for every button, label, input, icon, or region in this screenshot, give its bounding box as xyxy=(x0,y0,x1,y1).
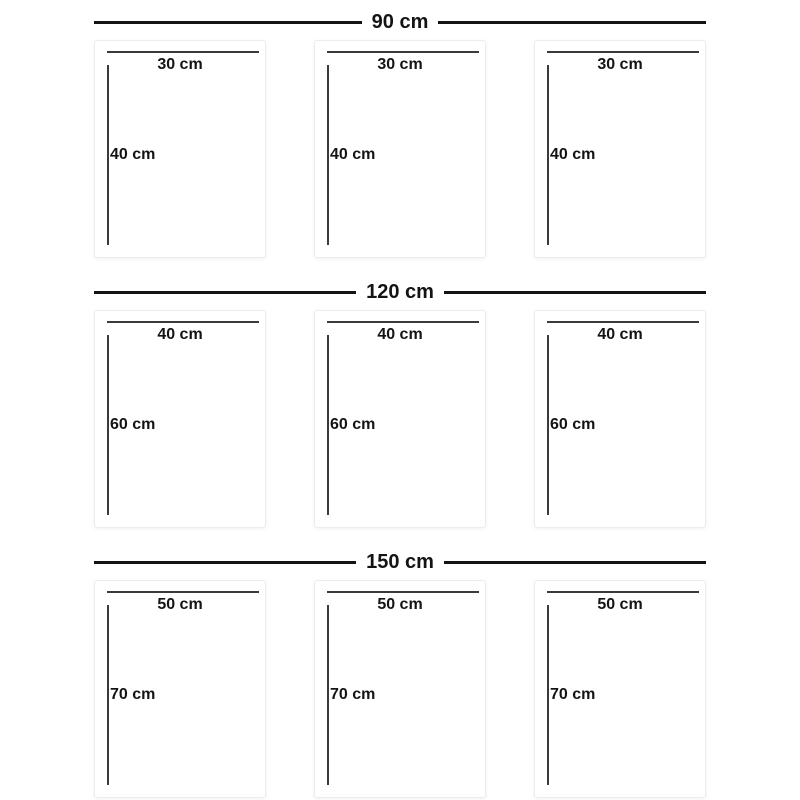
frame-width-line xyxy=(107,591,259,593)
header-line-left xyxy=(94,21,362,24)
frame-card xyxy=(314,580,486,798)
frame-width-label: 50 cm xyxy=(377,596,423,613)
frame-height-line xyxy=(107,605,109,785)
frame-width-line xyxy=(327,51,479,53)
frame-card xyxy=(94,310,266,528)
group-width-label: 150 cm xyxy=(366,550,434,573)
frame-height-label: 60 cm xyxy=(550,416,596,433)
frame-height-line xyxy=(547,65,549,245)
size-group-120cm xyxy=(94,280,706,528)
frame-width-label: 50 cm xyxy=(597,596,643,613)
frame-width-line xyxy=(107,321,259,323)
frame-height-line xyxy=(327,65,329,245)
group-width-header xyxy=(94,10,706,34)
header-line-right xyxy=(444,291,706,294)
frame-width-line xyxy=(327,321,479,323)
frame-card xyxy=(314,310,486,528)
frame-height-label: 70 cm xyxy=(550,686,596,703)
frame-height-label: 40 cm xyxy=(110,146,156,163)
frame-row xyxy=(94,580,706,798)
frame-width-label: 40 cm xyxy=(377,326,423,343)
frame-width-label: 30 cm xyxy=(597,56,643,73)
header-line-right xyxy=(444,561,706,564)
header-line-right xyxy=(438,21,706,24)
frame-width-line xyxy=(547,321,699,323)
frame-height-label: 40 cm xyxy=(330,146,376,163)
frame-row xyxy=(94,40,706,258)
frame-width-label: 50 cm xyxy=(157,596,203,613)
frame-height-line xyxy=(547,605,549,785)
frame-card xyxy=(534,310,706,528)
frame-width-label: 40 cm xyxy=(157,326,203,343)
header-line-left xyxy=(94,561,356,564)
frame-card xyxy=(534,580,706,798)
frame-width-line xyxy=(327,591,479,593)
frame-card xyxy=(94,580,266,798)
frame-height-line xyxy=(547,335,549,515)
frame-height-line xyxy=(107,335,109,515)
header-line-left xyxy=(94,291,356,294)
group-width-label: 90 cm xyxy=(371,10,429,33)
frame-width-label: 30 cm xyxy=(377,56,423,73)
group-width-header xyxy=(94,280,706,304)
frame-height-label: 40 cm xyxy=(550,146,596,163)
frame-card xyxy=(534,40,706,258)
frame-width-line xyxy=(107,51,259,53)
size-group-150cm xyxy=(94,550,706,798)
frame-height-label: 70 cm xyxy=(330,686,376,703)
frame-height-label: 60 cm xyxy=(110,416,156,433)
frame-card xyxy=(314,40,486,258)
frame-width-line xyxy=(547,51,699,53)
group-width-label: 120 cm xyxy=(366,280,434,303)
size-group-90cm xyxy=(94,10,706,258)
frame-width-label: 30 cm xyxy=(157,56,203,73)
frame-width-label: 40 cm xyxy=(597,326,643,343)
frame-height-label: 60 cm xyxy=(330,416,376,433)
frame-height-line xyxy=(327,605,329,785)
frame-height-label: 70 cm xyxy=(110,686,156,703)
frame-size-diagram xyxy=(94,0,706,798)
frame-width-line xyxy=(547,591,699,593)
frame-row xyxy=(94,310,706,528)
frame-card xyxy=(94,40,266,258)
frame-height-line xyxy=(327,335,329,515)
frame-height-line xyxy=(107,65,109,245)
group-width-header xyxy=(94,550,706,574)
